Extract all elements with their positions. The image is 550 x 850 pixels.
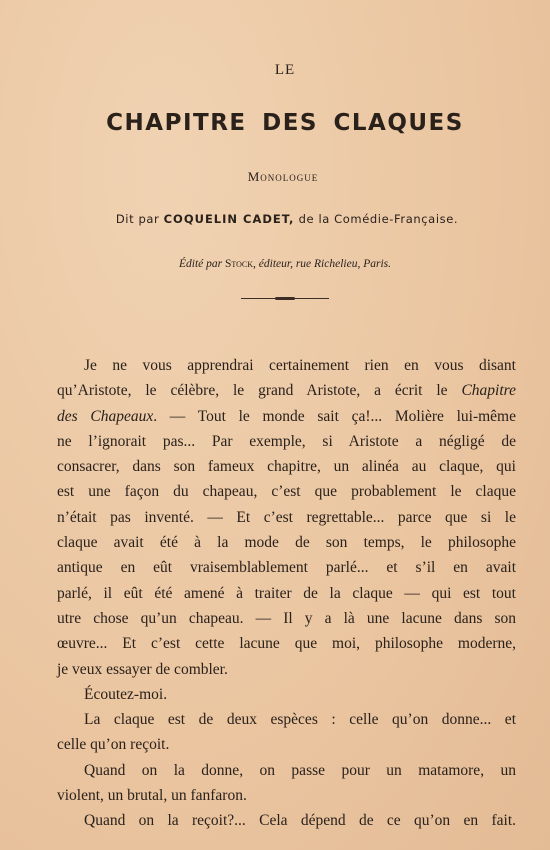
text-line: consacrer, dans son fameux chapitre, un alinéa au claque, qui bbox=[57, 458, 516, 476]
text-line: Écoutez-moi. bbox=[84, 685, 168, 703]
text-line: celle qu’on reçoit. bbox=[57, 736, 170, 754]
text-line: qu’Aristote, le célèbre, le grand Aristote, a écrit le Chapitre bbox=[57, 382, 516, 400]
text-line: ne l’ignorait pas... Par exemple, si Aristote a négligé de bbox=[57, 432, 516, 450]
text-line: Je ne vous apprendrai certainement rien en vous disant bbox=[84, 357, 516, 374]
italic-word: Chapitre bbox=[461, 382, 516, 400]
text-line: La claque est de deux espèces : celle qu’on donne... et bbox=[84, 711, 516, 729]
text-line: violent, un brutal, un fanfaron. bbox=[57, 787, 247, 805]
publisher-line bbox=[0, 258, 550, 270]
performer-name: COQUELIN CADET, bbox=[163, 212, 295, 226]
publisher-name: Stock bbox=[224, 258, 254, 270]
publisher-prefix: Édité par bbox=[178, 258, 223, 270]
text-line: antique en eût vraisemblablement parlé... et s’il en avait bbox=[57, 559, 516, 577]
performer-line bbox=[0, 212, 550, 226]
page-title: CHAPITRE DES CLAQUES bbox=[106, 110, 464, 136]
publisher-suffix: , éditeur, rue Richelieu, Paris. bbox=[253, 258, 391, 270]
performer-suffix: de la Comédie-Française. bbox=[298, 212, 459, 226]
text-line: œuvre... Et c’est cette lacune que moi, philosophe moderne, bbox=[57, 635, 516, 653]
text-line: claque avait été à la mode de son temps, le philosophe bbox=[57, 534, 516, 552]
text-line: des Chapeaux. — Tout le monde sait ça!... Molière lui-même bbox=[57, 407, 516, 425]
subtitle: Monologue bbox=[247, 169, 319, 184]
text-line: n’était pas inventé. — Et c’est regrettable... parce que si le bbox=[57, 508, 516, 526]
title-article: LE bbox=[274, 62, 296, 78]
text-line: Quand on la donne, on passe pour un matamore, un bbox=[84, 761, 516, 779]
text-line: Quand on la reçoit?... Cela dépend de ce qu’on en fait. bbox=[84, 812, 516, 830]
text-line: utre chose qu’un chapeau. — Il y a là une lacune dans son bbox=[57, 609, 516, 627]
performer-prefix: Dit par bbox=[115, 212, 160, 226]
ornamental-rule bbox=[241, 298, 329, 299]
text-line: parlé, il eût été amené à traiter de la claque — qui est tout bbox=[57, 584, 516, 602]
monologue-text bbox=[57, 353, 516, 834]
text-line: je veux essayer de combler. bbox=[57, 660, 228, 678]
text-line: est une façon du chapeau, c’est que probablement le claque bbox=[57, 483, 516, 501]
